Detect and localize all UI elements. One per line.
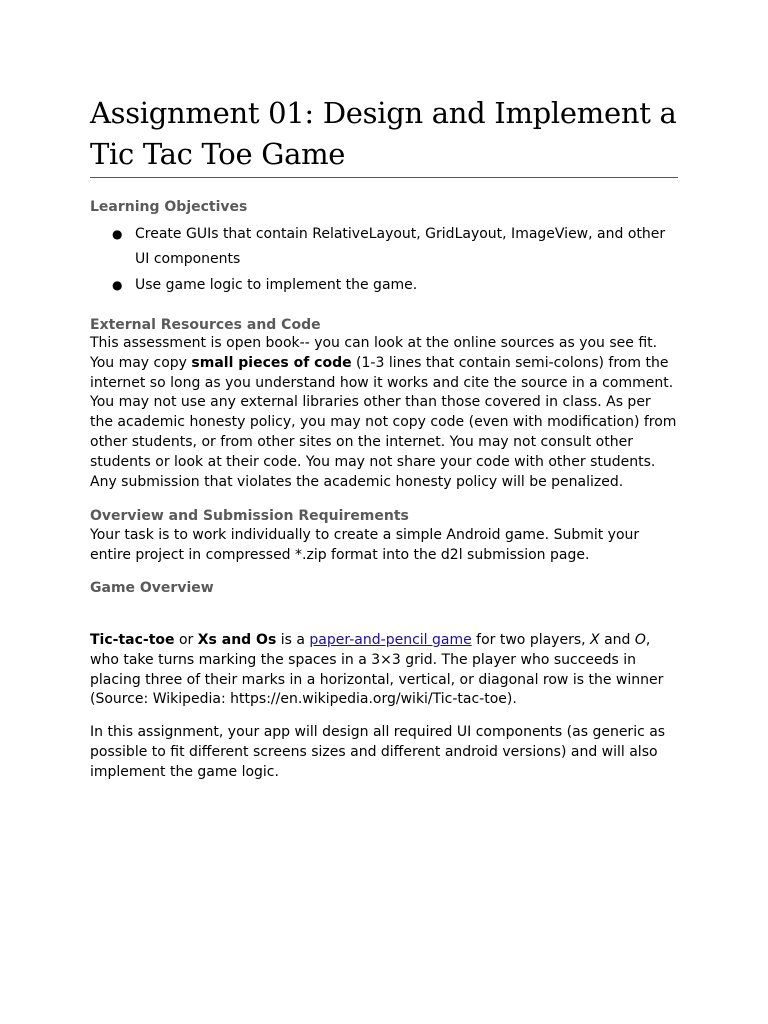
heading-learning-objectives: Learning Objectives bbox=[90, 199, 248, 215]
objectives-list bbox=[90, 222, 678, 300]
bullet-icon: ● bbox=[112, 278, 123, 292]
paper-and-pencil-game-link[interactable]: paper-and-pencil game bbox=[309, 632, 472, 648]
assignment-description-paragraph: In this assignment, your app will design all required UI components (as generic as possible to fit different screens sizes and different android versions) and will also implement the game logic. bbox=[90, 724, 666, 780]
external-resources-paragraph: This assessment is open book-- you can look at the online sources as you see fit. You may copy small pieces of code (1-3 lines that contain semi-colons) from the internet so long as you understand how it works and cite the source in a comment. You may not use any external libraries other than those covered in class. As per the academic honesty policy, you may not copy code (even with modification) from other students, or from other sites on the internet. You may not consult other students or look at their code. You may not share your code with other students. Any submission that violates the academic honesty policy will be penalized. bbox=[90, 335, 677, 490]
list-item: ● Create GUIs that contain RelativeLayout, GridLayout, ImageView, and other UI components bbox=[90, 222, 678, 271]
overview-paragraph: Your task is to work individually to create a simple Android game. Submit your entire project in compressed *.zip format into the d2l submission page. bbox=[90, 527, 640, 563]
title-divider bbox=[90, 177, 678, 178]
heading-overview: Overview and Submission Requirements bbox=[90, 508, 409, 524]
heading-game-overview: Game Overview bbox=[90, 580, 214, 596]
bullet-icon: ● bbox=[112, 227, 123, 241]
list-item: ● Use game logic to implement the game. bbox=[90, 273, 678, 298]
heading-external-resources: External Resources and Code bbox=[90, 317, 321, 333]
page-title: Assignment 01: Design and Implement a Tic Tac Toe Game bbox=[90, 96, 677, 171]
game-overview-paragraph: Tic-tac-toe or Xs and Os is a paper-and-pencil game for two players, X and O, who take turns marking the spaces in a 3×3 grid. The player who succeeds in placing three of their marks in a horizontal, vertical, or diagonal row is the winner (Source: Wikipedia: https://en.wikipedia.org/wiki/Tic-tac-toe). bbox=[90, 632, 664, 708]
